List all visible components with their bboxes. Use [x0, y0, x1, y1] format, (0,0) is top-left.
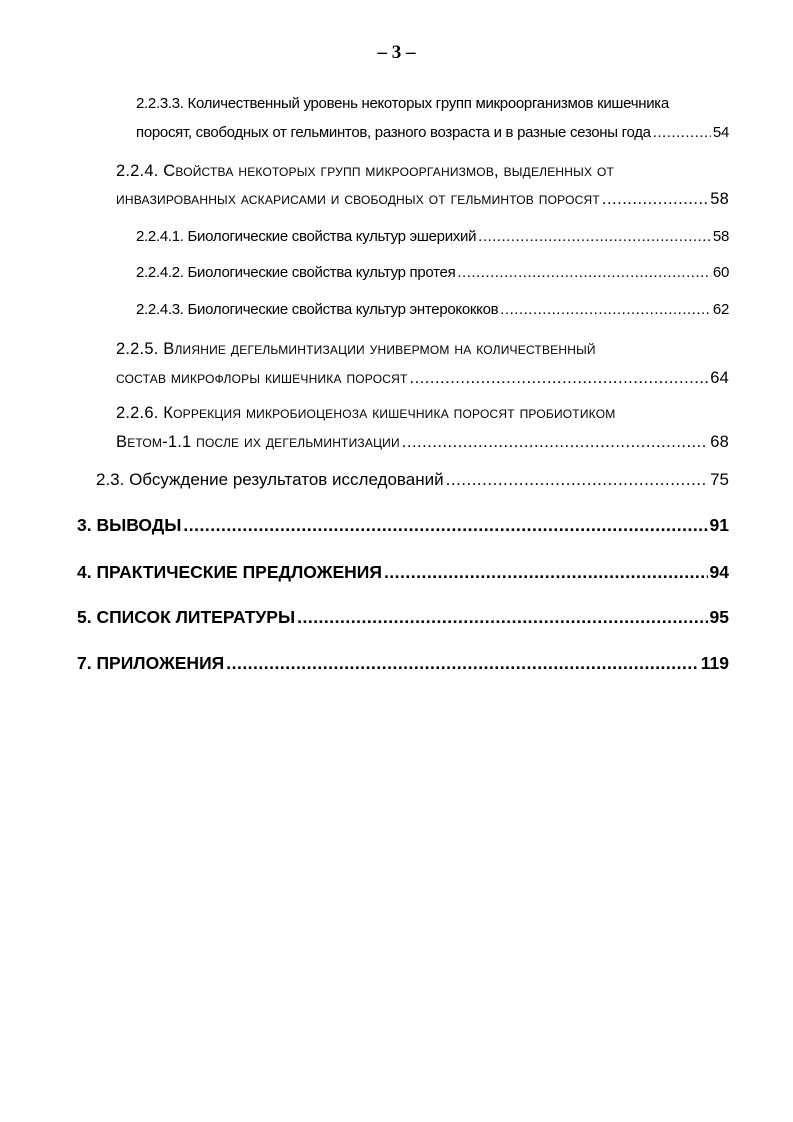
toc-entry-2-2-3-3[interactable]: [136, 121, 729, 145]
page-number: – 3 –: [377, 42, 416, 63]
leader-dots: [478, 225, 711, 249]
toc-page-number: 54: [712, 124, 729, 141]
toc-entry-text: поросят, свободных от гельминтов, разного возраста и в разные сезоны года: [136, 124, 651, 141]
toc-page-number: 58: [710, 190, 729, 208]
leader-dots: [500, 298, 711, 322]
leader-dots: [226, 651, 699, 675]
toc-entry-5[interactable]: [77, 605, 729, 629]
toc-entry-text: 4. ПРАКТИЧЕСКИЕ ПРЕДЛОЖЕНИЯ: [77, 562, 382, 582]
toc-entry-3[interactable]: [77, 513, 729, 537]
toc-entry-text: 2.2.4.1. Биологические свойства культур эшерихий: [136, 228, 477, 245]
toc-page-number: 62: [712, 301, 729, 318]
toc-entry-2-2-3-3-line1: 2.2.3.3. Количественный уровень некоторых групп микроорганизмов кишечника: [136, 95, 669, 112]
leader-dots: [446, 468, 708, 492]
toc-entry-text: 2.2.4.2. Биологические свойства культур протея: [136, 264, 456, 281]
toc-entry-2-3[interactable]: [96, 468, 729, 492]
toc-page-number: 58: [712, 228, 729, 245]
toc-entry-2-2-4[interactable]: [116, 187, 729, 211]
toc-entry-text: 3. ВЫВОДЫ: [77, 515, 182, 535]
toc-entry-2-2-4-2[interactable]: [136, 261, 729, 285]
toc-entry-2-2-6-line1: 2.2.6. Коррекция микробиоценоза кишечника поросят пробиотиком: [116, 404, 616, 422]
toc-entry-text: 7. ПРИЛОЖЕНИЯ: [77, 653, 225, 673]
toc-entry-text: инвазированных аскарисами и свободных от гельминтов поросят: [116, 190, 600, 208]
leader-dots: [384, 560, 708, 584]
toc-entry-4[interactable]: [77, 560, 729, 584]
toc-entry-text: Ветом-1.1 после их дегельминтизации: [116, 433, 400, 451]
toc-page-number: 94: [709, 562, 729, 582]
leader-dots: [410, 366, 709, 390]
toc-entry-2-2-4-1[interactable]: [136, 225, 729, 249]
toc-page-number: 119: [700, 653, 729, 673]
toc-page-number: 75: [710, 470, 729, 489]
toc-entry-text: 5. СПИСОК ЛИТЕРАТУРЫ: [77, 607, 296, 627]
toc-page-number: 91: [709, 515, 729, 535]
toc-entry-2-2-4-3[interactable]: [136, 298, 729, 322]
toc-entry-2-2-5[interactable]: [116, 366, 729, 390]
toc-page-number: 60: [712, 264, 729, 281]
leader-dots: [653, 121, 711, 145]
leader-dots: [457, 261, 711, 285]
toc-page-number: 95: [709, 607, 729, 627]
toc-entry-2-2-5-line1: 2.2.5. Влияние дегельминтизации универмом на количественный: [116, 340, 596, 358]
toc-entry-7[interactable]: [77, 651, 729, 675]
leader-dots: [402, 430, 708, 454]
toc-entry-2-2-4-line1: 2.2.4. Свойства некоторых групп микроорганизмов, выделенных от: [116, 162, 615, 180]
toc-entry-2-2-6[interactable]: [116, 430, 729, 454]
toc-entry-text: 2.2.4.3. Биологические свойства культур энтерококков: [136, 301, 499, 318]
toc-page-number: 64: [710, 369, 729, 387]
toc-entry-text: состав микрофлоры кишечника поросят: [116, 369, 408, 387]
toc-page-number: 68: [710, 433, 729, 451]
leader-dots: [183, 513, 707, 537]
leader-dots: [602, 187, 708, 211]
toc-entry-text: 2.3. Обсуждение результатов исследований: [96, 470, 444, 489]
leader-dots: [297, 605, 707, 629]
